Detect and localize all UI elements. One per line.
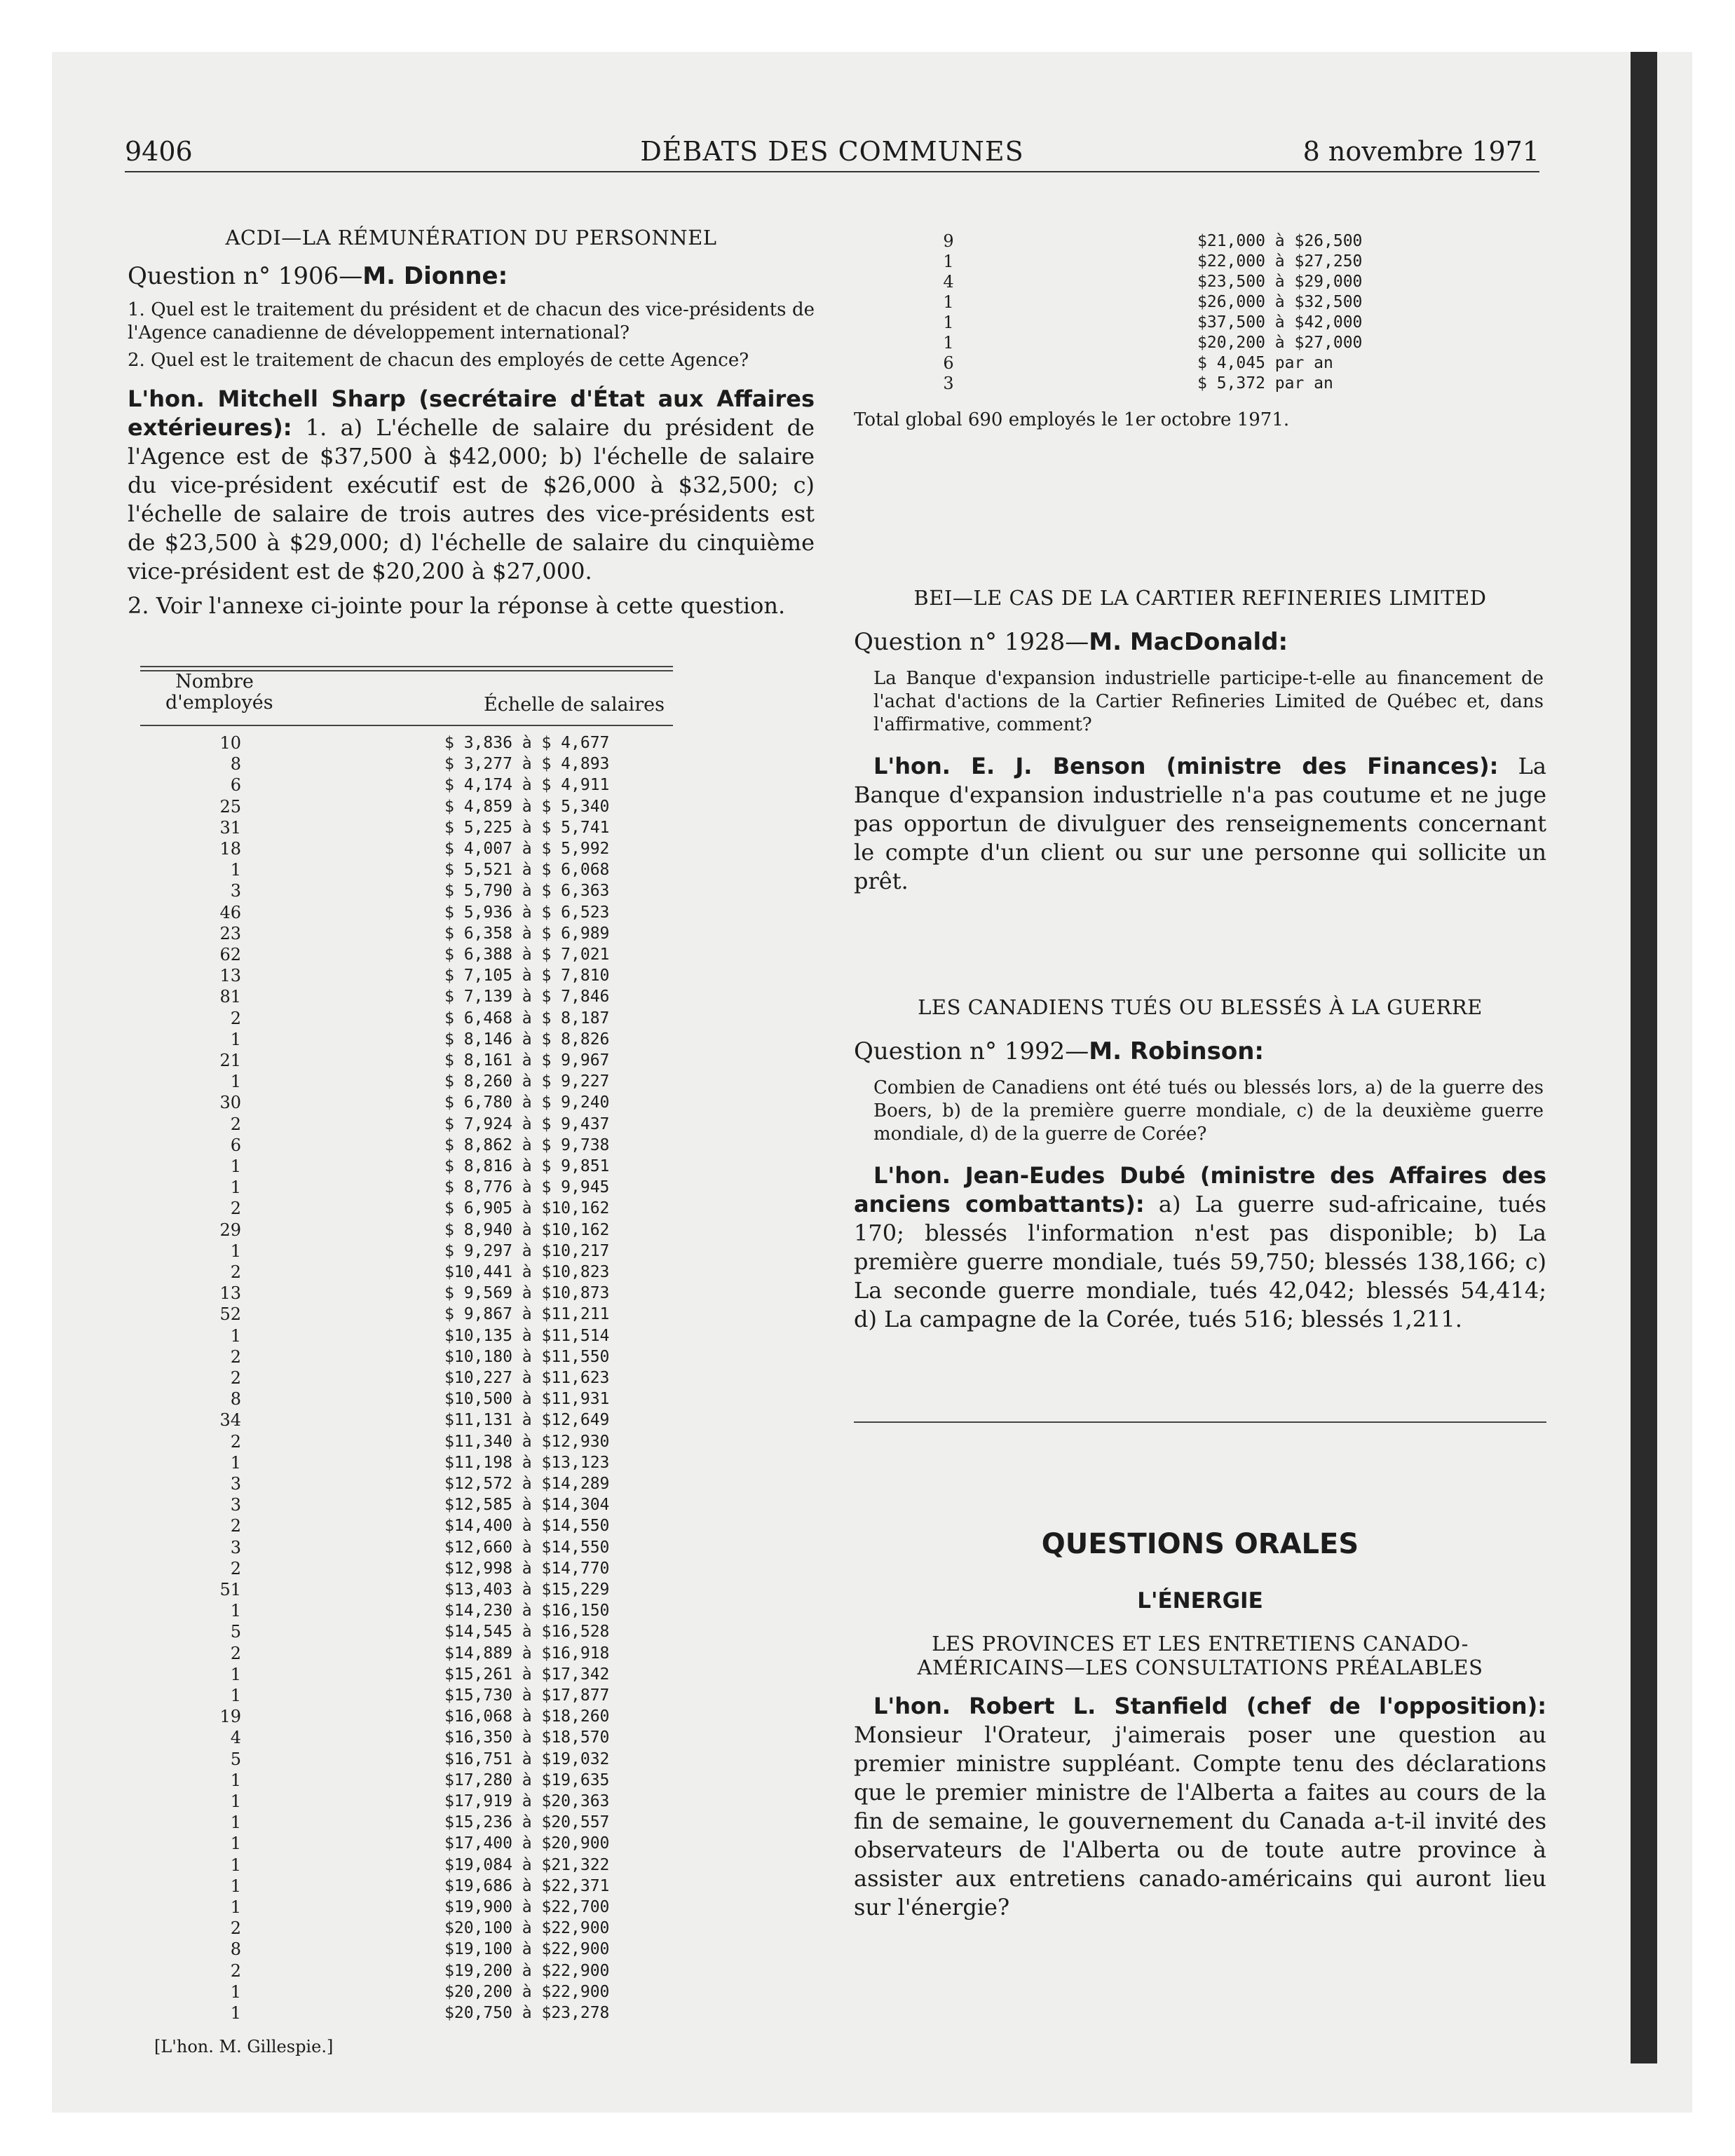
salary-range: $10,135 à $11,514 bbox=[444, 1326, 610, 1345]
employee-count: 1 bbox=[230, 1178, 241, 1198]
employee-count: 1 bbox=[230, 1855, 241, 1875]
employee-count: 2 bbox=[230, 1643, 241, 1663]
question-1906: Question n° 1906—M. Dionne: bbox=[128, 262, 508, 290]
salary-range: $11,131 à $12,649 bbox=[444, 1411, 610, 1430]
salary-range: $ 5,372 par an bbox=[1197, 374, 1333, 393]
section-title-acdi: ACDI—LA RÉMUNÉRATION DU PERSONNEL bbox=[225, 226, 717, 250]
salary-range: $ 6,468 à $ 8,187 bbox=[444, 1009, 610, 1028]
salary-range: $ 3,836 à $ 4,677 bbox=[444, 734, 610, 752]
employee-count: 1 bbox=[230, 1897, 241, 1917]
salary-range: $15,730 à $17,877 bbox=[444, 1686, 610, 1705]
salary-range: $17,400 à $20,900 bbox=[444, 1834, 610, 1853]
salary-range: $17,919 à $20,363 bbox=[444, 1792, 610, 1810]
employee-count: 1 bbox=[943, 333, 954, 353]
employee-count: 5 bbox=[230, 1622, 241, 1642]
employee-count: 21 bbox=[219, 1051, 241, 1070]
employee-count: 3 bbox=[943, 374, 954, 393]
salary-range: $16,068 à $18,260 bbox=[444, 1707, 610, 1726]
salary-range: $19,900 à $22,700 bbox=[444, 1898, 610, 1916]
salary-range: $20,200 à $27,000 bbox=[1197, 334, 1363, 352]
employee-count: 25 bbox=[219, 796, 241, 817]
salary-range: $ 6,780 à $ 9,240 bbox=[444, 1093, 610, 1112]
answer-dube: L'hon. Jean-Eudes Dubé (ministre des Affaires des anciens combattants): a) La guerre sud-africaine, tués 170; blessés l'information n'est pas disponible; b) La première guerre mondiale, tués 59,750; blessés 138,166; c) La seconde guerre mondiale, tués 42,042; blessés 54,414; d) La campagne de la Corée, tués 516; blessés 1,211. bbox=[854, 1162, 1547, 1332]
salary-range: $ 6,358 à $ 6,989 bbox=[444, 924, 610, 943]
section-title-provinces: LES PROVINCES ET LES ENTRETIENS CANADO-AMÉRICAINS—LES CONSULTATIONS PRÉALABLES bbox=[917, 1632, 1483, 1679]
salary-range: $10,227 à $11,623 bbox=[444, 1369, 610, 1387]
employee-count: 3 bbox=[230, 881, 241, 901]
salary-range: $20,750 à $23,278 bbox=[444, 2004, 610, 2022]
employee-count: 2 bbox=[230, 1114, 241, 1134]
header-rule bbox=[125, 171, 1539, 172]
salary-range: $ 4,007 à $ 5,992 bbox=[444, 840, 610, 858]
salary-range: $ 7,105 à $ 7,810 bbox=[444, 967, 610, 985]
employee-count: 1 bbox=[943, 313, 954, 332]
employee-count: 51 bbox=[219, 1580, 241, 1599]
employee-count: 1 bbox=[230, 1072, 241, 1092]
employee-count: 2 bbox=[230, 1960, 241, 1981]
salary-range: $12,660 à $14,550 bbox=[444, 1538, 610, 1557]
employee-count: 9 bbox=[943, 231, 954, 251]
answer-benson: L'hon. E. J. Benson (ministre des Finances): La Banque d'expansion industrielle n'a pas coutume et ne juge pas opportun de divulguer des renseignements concernant le compte d'un client ou sur une personne qui sollicite un prêt. bbox=[854, 753, 1547, 894]
table-head-count: Nombre d'employés bbox=[165, 671, 273, 714]
table-head-rule bbox=[140, 725, 673, 726]
employee-count: 1 bbox=[230, 1452, 241, 1473]
employee-count: 1 bbox=[230, 1876, 241, 1896]
salary-range: $10,500 à $11,931 bbox=[444, 1390, 610, 1409]
salary-range: $16,350 à $18,570 bbox=[444, 1728, 610, 1747]
issue-date: 8 novembre 1971 bbox=[1302, 136, 1539, 167]
employee-count: 1 bbox=[230, 1686, 241, 1705]
employee-count: 8 bbox=[230, 1389, 241, 1410]
employee-count: 1 bbox=[230, 1664, 241, 1684]
oral-questions-title: QUESTIONS ORALES bbox=[1041, 1528, 1359, 1560]
salary-range: $21,000 à $26,500 bbox=[1197, 232, 1363, 250]
employee-count: 13 bbox=[219, 966, 241, 986]
salary-range: $19,100 à $22,900 bbox=[444, 1940, 610, 1959]
salary-range: $ 9,867 à $11,211 bbox=[444, 1305, 610, 1324]
salary-range: $12,572 à $14,289 bbox=[444, 1475, 610, 1493]
employee-count: 6 bbox=[230, 775, 241, 796]
salary-range: $ 5,521 à $ 6,068 bbox=[444, 861, 610, 880]
employee-count: 1 bbox=[230, 1325, 241, 1346]
employee-count: 62 bbox=[219, 945, 241, 964]
answer-sharp-2: 2. Voir l'annexe ci-jointe pour la réponse à cette question. bbox=[128, 592, 786, 619]
publication-title: DÉBATS DES COMMUNES bbox=[640, 136, 1024, 167]
employee-count: 81 bbox=[219, 987, 241, 1007]
salary-range: $15,236 à $20,557 bbox=[444, 1813, 610, 1832]
salary-range: $ 7,139 à $ 7,846 bbox=[444, 988, 610, 1007]
salary-range: $19,686 à $22,371 bbox=[444, 1876, 610, 1895]
salary-range: $ 8,146 à $ 8,826 bbox=[444, 1030, 610, 1049]
page-footer: [L'hon. M. Gillespie.] bbox=[154, 2037, 334, 2056]
question-1992: Question n° 1992—M. Robinson: bbox=[854, 1037, 1265, 1065]
employee-count: 34 bbox=[219, 1410, 241, 1431]
salary-range: $12,585 à $14,304 bbox=[444, 1496, 610, 1515]
employee-count: 6 bbox=[230, 1135, 241, 1155]
employee-count: 30 bbox=[219, 1093, 241, 1113]
salary-range: $16,751 à $19,032 bbox=[444, 1749, 610, 1768]
salary-range: $15,261 à $17,342 bbox=[444, 1665, 610, 1684]
question-text-1: 1. Quel est le traitement du président et de chacun des vice-présidents de l'Agence canadienne de développement international? bbox=[128, 299, 815, 343]
employee-count: 5 bbox=[230, 1749, 241, 1769]
salary-range: $ 8,260 à $ 9,227 bbox=[444, 1072, 610, 1091]
employee-count: 1 bbox=[230, 1157, 241, 1176]
salary-range: $ 3,277 à $ 4,893 bbox=[444, 755, 610, 774]
salary-range: $26,000 à $32,500 bbox=[1197, 293, 1363, 311]
question-1928: Question n° 1928—M. MacDonald: bbox=[854, 628, 1288, 656]
salary-range: $37,500 à $42,000 bbox=[1197, 313, 1363, 332]
employee-count: 2 bbox=[230, 1558, 241, 1578]
salary-range: $ 8,816 à $ 9,851 bbox=[444, 1157, 610, 1175]
employee-count: 1 bbox=[230, 1834, 241, 1854]
salary-range: $17,280 à $19,635 bbox=[444, 1770, 610, 1789]
question-text-1992: Combien de Canadiens ont été tués ou blessés lors, a) de la guerre des Boers, b) de la première guerre mondiale, c) de la deuxième guerre mondiale, d) de la guerre de Corée? bbox=[873, 1077, 1544, 1145]
employee-count: 3 bbox=[230, 1495, 241, 1515]
salary-range: $11,340 à $12,930 bbox=[444, 1432, 610, 1451]
question-stanfield: L'hon. Robert L. Stanfield (chef de l'opposition): Monsieur l'Orateur, j'aimerais poser une question au premier ministre suppléant. Compte tenu des déclarations que le premier ministre de l'Alberta a faites au cours de la fin de semaine, le gouvernement du Canada a-t-il invité des observateurs de l'Alberta ou de toute autre province à assister aux entretiens canado-américains qui auront lieu sur l'énergie? bbox=[854, 1693, 1546, 1920]
right-column bbox=[854, 586, 1546, 896]
section-title-war: LES CANADIENS TUÉS OU BLESSÉS À LA GUERRE bbox=[918, 995, 1483, 1019]
answer-sharp: L'hon. Mitchell Sharp (secrétaire d'État aux Affaires extérieures): 1. a) L'échelle de salaire du président de l'Agence est de $37,500 à $42,000; b) l'échelle de salaire du vice-président exécutif est de $26,000 à $32,500; c) l'échelle de salaire de trois autres des vice-présidents est de $23,500 à $29,000; d) l'échelle de salaire du cinquième vice-président est de $20,200 à $27,000. bbox=[128, 386, 815, 585]
salary-range: $ 8,940 à $10,162 bbox=[444, 1220, 610, 1239]
employee-count: 1 bbox=[230, 1601, 241, 1621]
salary-range: $13,403 à $15,229 bbox=[444, 1581, 610, 1599]
section-title-bei: BEI—LE CAS DE LA CARTIER REFINERIES LIMITED bbox=[913, 586, 1487, 610]
employee-count: 3 bbox=[230, 1474, 241, 1494]
employee-count: 2 bbox=[230, 1516, 241, 1536]
employee-count: 1 bbox=[230, 2003, 241, 2023]
salary-range: $ 4,045 par an bbox=[1197, 354, 1333, 372]
employee-count: 19 bbox=[219, 1707, 241, 1727]
employee-count: 1 bbox=[230, 1770, 241, 1790]
salary-range: $ 5,790 à $ 6,363 bbox=[444, 882, 610, 901]
employee-count: 18 bbox=[219, 839, 241, 859]
employee-count: 46 bbox=[219, 902, 241, 922]
page-header bbox=[125, 136, 1539, 170]
question-text-2: 2. Quel est le traitement de chacun des employés de cette Agence? bbox=[128, 350, 749, 371]
employee-count: 10 bbox=[219, 733, 241, 753]
section-separator bbox=[854, 1421, 1546, 1423]
salary-range: $14,230 à $16,150 bbox=[444, 1602, 610, 1621]
employee-count: 2 bbox=[230, 1918, 241, 1939]
salary-range: $19,200 à $22,900 bbox=[444, 1961, 610, 1980]
salary-range: $ 8,862 à $ 9,738 bbox=[444, 1135, 610, 1154]
employee-count: 2 bbox=[230, 1431, 241, 1452]
employee-count: 3 bbox=[230, 1537, 241, 1557]
salary-range: $12,998 à $14,770 bbox=[444, 1559, 610, 1578]
employee-count: 8 bbox=[230, 754, 241, 775]
salary-range: $ 6,388 à $ 7,021 bbox=[444, 946, 610, 964]
employee-count: 2 bbox=[230, 1199, 241, 1219]
salary-range: $19,084 à $21,322 bbox=[444, 1855, 610, 1874]
salary-range: $20,100 à $22,900 bbox=[444, 1919, 610, 1938]
salary-range: $ 5,936 à $ 6,523 bbox=[444, 903, 610, 922]
salary-range: $11,198 à $13,123 bbox=[444, 1453, 610, 1472]
employee-count: 2 bbox=[230, 1262, 241, 1282]
employee-count: 29 bbox=[219, 1220, 241, 1240]
table-top-rule-1 bbox=[140, 666, 673, 667]
salary-range: $ 9,569 à $10,873 bbox=[444, 1284, 610, 1303]
table-head-scale: Échelle de salaires bbox=[484, 694, 665, 716]
employee-count: 2 bbox=[230, 1346, 241, 1367]
employee-count: 4 bbox=[230, 1728, 241, 1748]
employee-count: 23 bbox=[219, 923, 241, 943]
employee-count: 1 bbox=[230, 860, 241, 880]
salary-range: $14,545 à $16,528 bbox=[444, 1623, 610, 1642]
salary-range: $ 4,859 à $ 5,340 bbox=[444, 797, 610, 816]
employee-count: 1 bbox=[230, 1813, 241, 1833]
salary-range: $20,200 à $22,900 bbox=[444, 1982, 610, 2001]
employee-count: 1 bbox=[230, 1029, 241, 1049]
salary-range: $22,000 à $27,250 bbox=[1197, 252, 1363, 271]
salary-range: $ 8,161 à $ 9,967 bbox=[444, 1051, 610, 1070]
book-spine bbox=[1631, 52, 1657, 2063]
salary-range: $14,400 à $14,550 bbox=[444, 1517, 610, 1536]
employee-count: 2 bbox=[230, 1008, 241, 1028]
employee-count: 4 bbox=[943, 272, 954, 292]
employee-count: 8 bbox=[230, 1939, 241, 1960]
salary-range: $ 8,776 à $ 9,945 bbox=[444, 1178, 610, 1197]
employee-count: 2 bbox=[230, 1368, 241, 1388]
right-column-war bbox=[854, 995, 1546, 1334]
page-number: 9406 bbox=[125, 136, 193, 167]
employee-count: 1 bbox=[943, 252, 954, 271]
employee-count: 31 bbox=[219, 817, 241, 838]
total-employees: Total global 690 employés le 1er octobre 1971. bbox=[854, 409, 1290, 430]
employee-count: 6 bbox=[943, 353, 954, 373]
salary-range: $10,441 à $10,823 bbox=[444, 1263, 610, 1281]
salary-range: $14,889 à $16,918 bbox=[444, 1644, 610, 1663]
salary-range: $ 5,225 à $ 5,741 bbox=[444, 818, 610, 837]
salary-range: $ 6,905 à $10,162 bbox=[444, 1199, 610, 1218]
question-text-1928: La Banque d'expansion industrielle participe-t-elle au financement de l'achat d'actions de la Cartier Refineries Limited de Québec et, dans l'affirmative, comment? bbox=[873, 668, 1544, 735]
employee-count: 1 bbox=[230, 1981, 241, 2002]
salary-range: $ 9,297 à $10,217 bbox=[444, 1241, 610, 1260]
salary-range: $10,180 à $11,550 bbox=[444, 1347, 610, 1366]
employee-count: 13 bbox=[219, 1283, 241, 1304]
salary-range: $23,500 à $29,000 bbox=[1197, 273, 1363, 291]
salary-range: $ 4,174 à $ 4,911 bbox=[444, 776, 610, 795]
employee-count: 1 bbox=[230, 1792, 241, 1811]
employee-count: 1 bbox=[230, 1241, 241, 1261]
oral-questions bbox=[854, 1528, 1546, 1922]
employee-count: 1 bbox=[943, 292, 954, 312]
employee-count: 52 bbox=[219, 1304, 241, 1325]
salary-range: $ 7,924 à $ 9,437 bbox=[444, 1114, 610, 1133]
left-column bbox=[128, 226, 815, 620]
energy-title: L'ÉNERGIE bbox=[1137, 1588, 1263, 1613]
